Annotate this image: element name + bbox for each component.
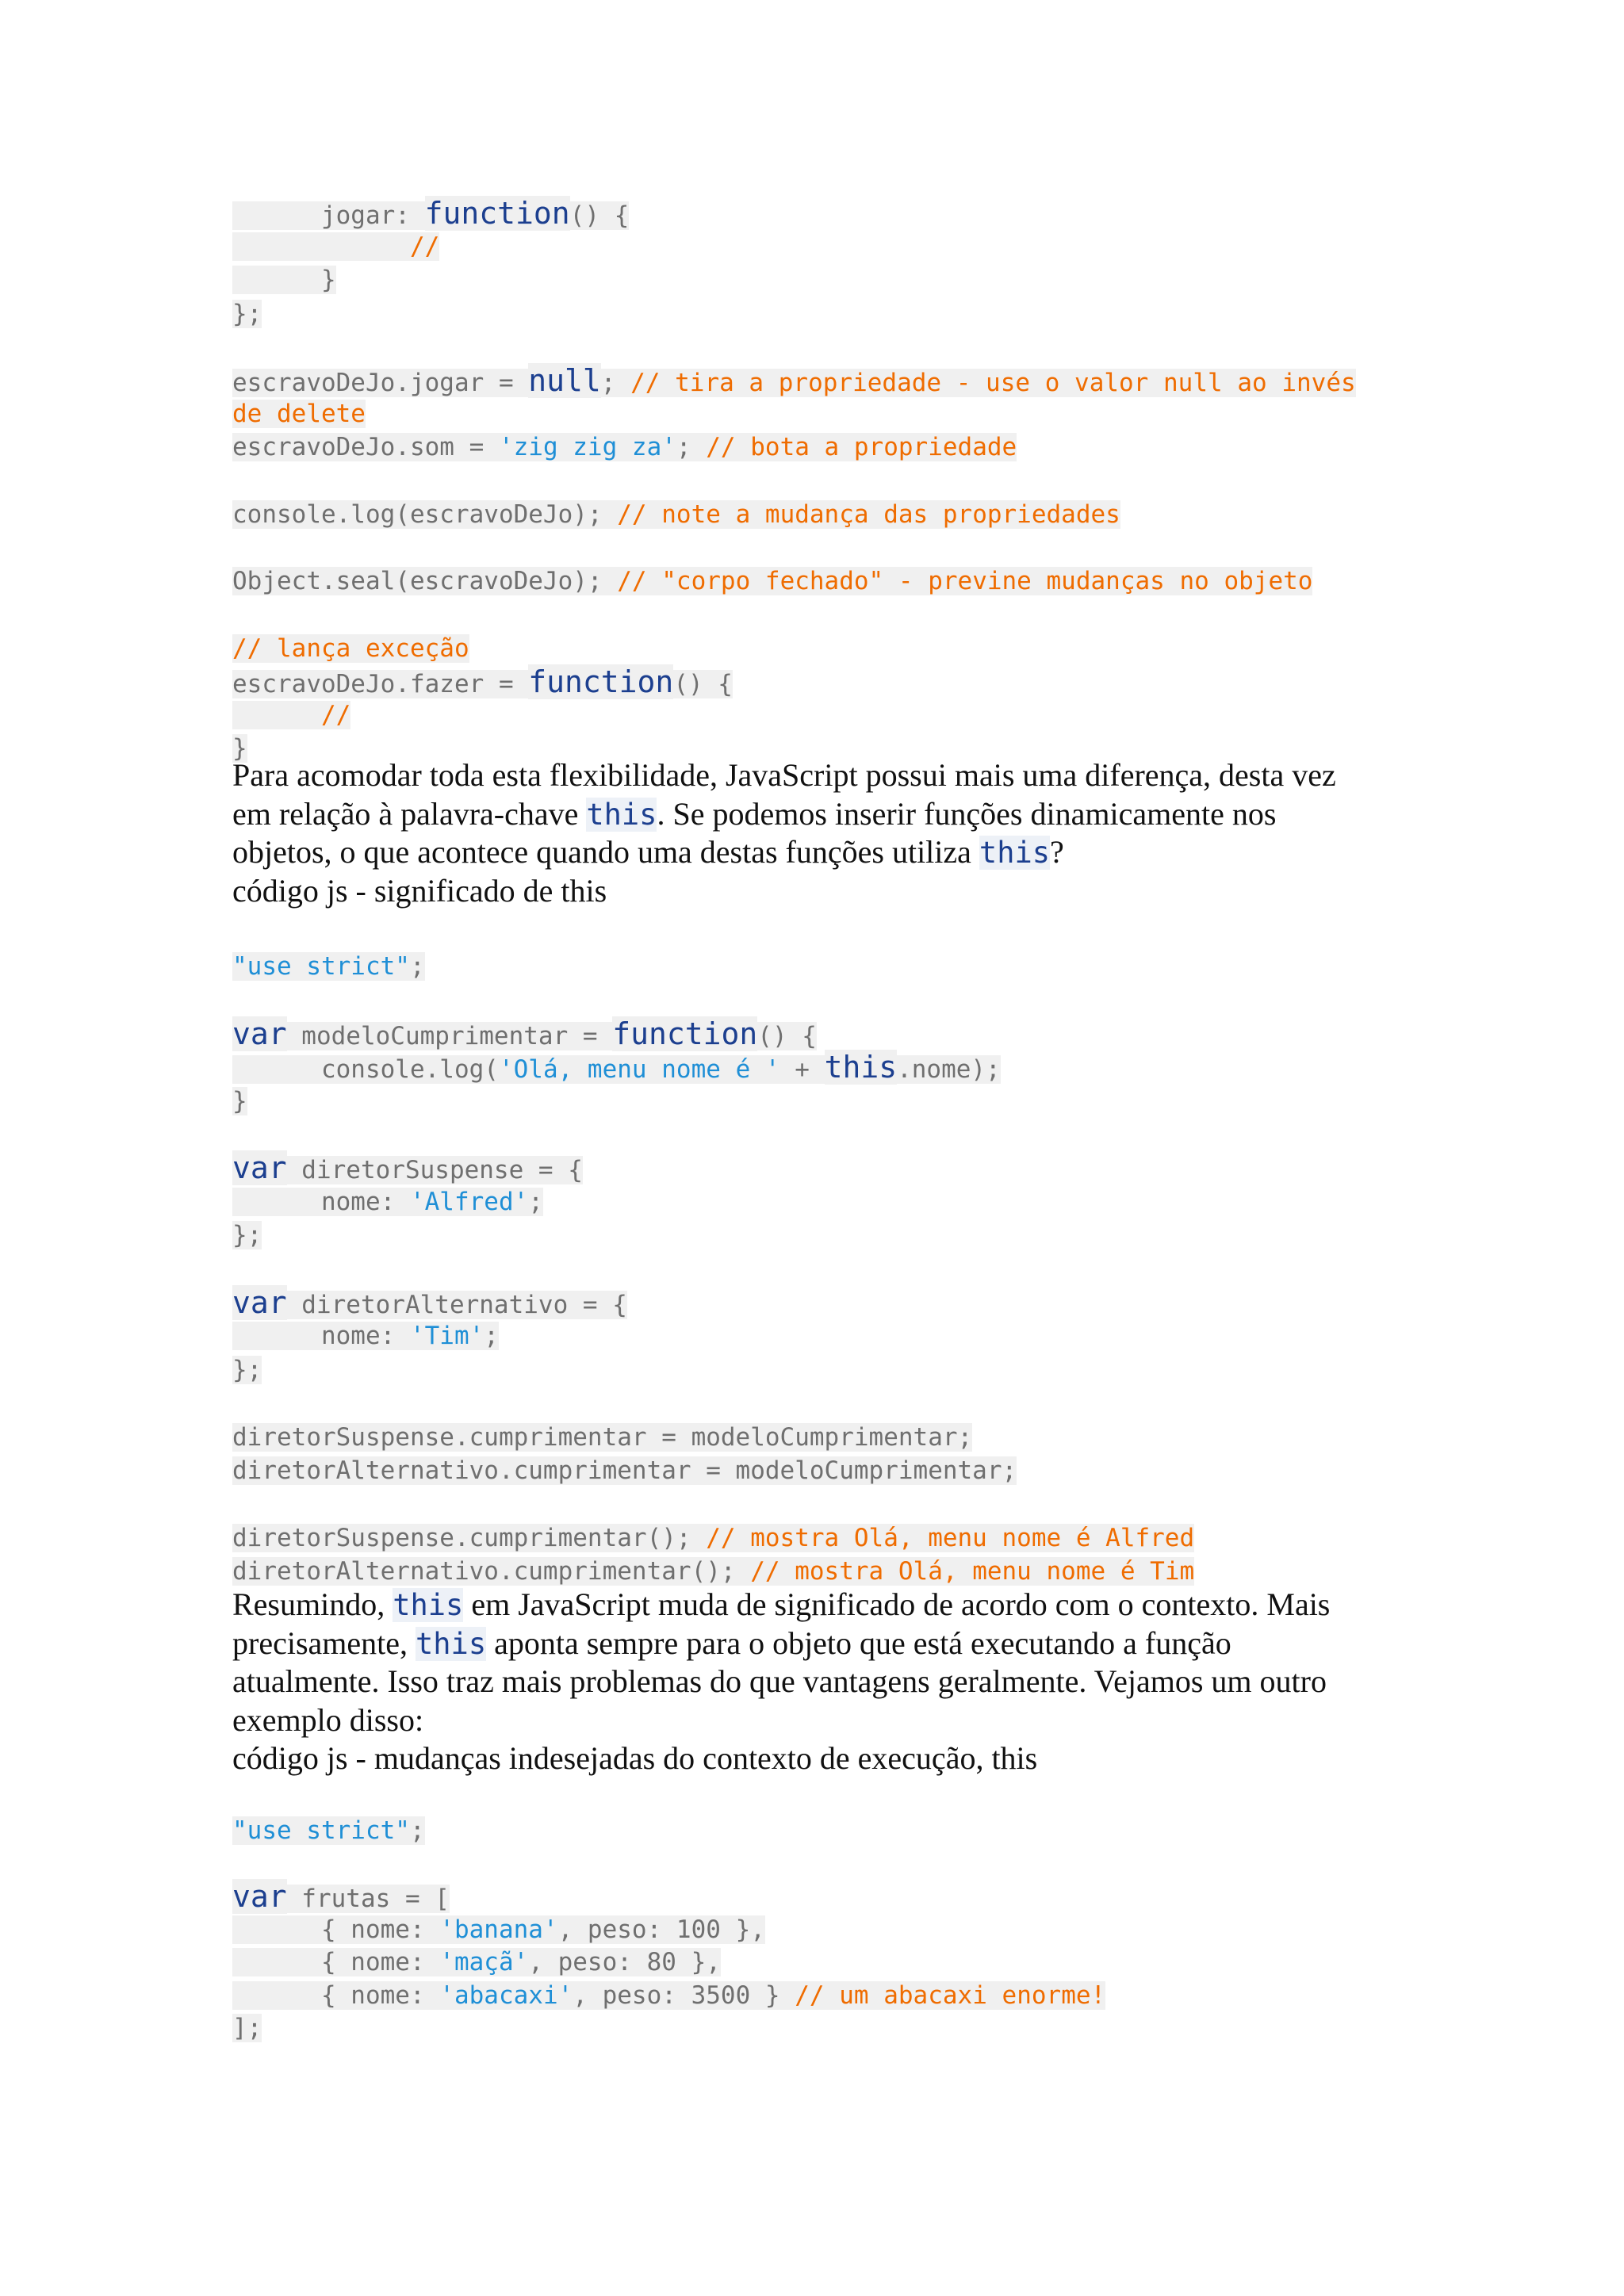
code-comment: // lança exceção (232, 633, 469, 663)
code-text: + (779, 1055, 825, 1085)
code-text: modeloCumprimentar = (286, 1021, 613, 1050)
text-run: código js - mudanças indesejadas do contexto de execução, this (232, 1740, 1038, 1776)
code-keyword: var (232, 1879, 287, 1914)
code-text: ; (600, 369, 631, 397)
code-text: jogar: (232, 201, 425, 230)
code-line (232, 950, 425, 983)
code-text: { nome: (232, 1948, 440, 1976)
code-text: , peso: 100 }, (557, 1915, 765, 1944)
text-line (232, 1624, 1231, 1663)
code-line (232, 397, 366, 430)
code-text: , peso: 3500 } (573, 1980, 795, 2010)
code-line (232, 698, 350, 732)
code-text: { nome: (232, 1915, 440, 1944)
code-line (232, 430, 1017, 464)
code-comment: // bota a propriedade (706, 433, 1017, 462)
code-string: 'abacaxi' (439, 1980, 573, 2010)
code-keyword: var (232, 1016, 287, 1051)
code-text: { nome: (232, 1980, 440, 2010)
code-line (232, 1085, 247, 1118)
text-line (232, 1586, 1330, 1624)
code-line (232, 1913, 765, 1946)
code-text: escravoDeJo.fazer = (232, 669, 529, 698)
code-text: console.log( (232, 1055, 499, 1085)
inline-code: this (586, 797, 657, 832)
code-keyword: var (232, 1285, 287, 1320)
code-text: ]; (232, 2014, 262, 2042)
code-text: nome: (232, 1322, 410, 1351)
code-text: } (232, 734, 247, 763)
text-run: . Se podemos inserir funções dinamicamente nos (657, 795, 1277, 832)
text-run: aponta sempre para o objeto que está executando a função (486, 1624, 1231, 1661)
code-keyword: var (232, 1150, 287, 1186)
code-keyword: this (824, 1050, 898, 1085)
code-string: "use strict" (232, 1816, 410, 1845)
code-line (232, 297, 262, 331)
code-text: () { (757, 1021, 817, 1050)
code-line (232, 1219, 262, 1252)
code-text: ; (409, 1816, 425, 1845)
code-string: 'maçã' (439, 1948, 529, 1976)
code-line (232, 665, 733, 698)
code-line (232, 1151, 583, 1184)
code-text: diretorSuspense.cumprimentar(); (232, 1523, 707, 1552)
code-line (232, 1353, 262, 1387)
text-run: precisamente, (232, 1624, 416, 1661)
code-text: } (232, 1086, 247, 1115)
text-line (232, 1739, 1037, 1777)
code-text: }; (232, 1355, 262, 1384)
code-text: ; (484, 1322, 499, 1351)
code-line (232, 1050, 1001, 1084)
code-line (232, 1979, 1105, 2012)
inline-code: this (979, 836, 1051, 870)
text-run: Para acomodar toda esta flexibilidade, JavaScript possui mais uma diferença, desta vez (232, 757, 1336, 793)
text-line (232, 833, 1064, 871)
text-run: código js - significado de this (232, 872, 607, 909)
code-text: () { (673, 669, 733, 698)
code-text: Object.seal(escravoDeJo); (232, 567, 618, 596)
code-text: ; (528, 1187, 543, 1216)
inline-code: this (393, 1588, 464, 1622)
code-string: "use strict" (232, 952, 410, 981)
code-line (232, 1454, 1017, 1487)
code-text: }; (232, 1221, 262, 1250)
code-text: diretorAlternativo.cumprimentar(); (232, 1557, 751, 1586)
code-line (232, 1286, 627, 1319)
text-line (232, 872, 607, 910)
code-keyword: function (528, 664, 674, 699)
code-string: 'banana' (439, 1915, 558, 1944)
code-line (232, 498, 1120, 531)
code-line (232, 364, 1356, 397)
code-line (232, 197, 629, 230)
text-run: em relação à palavra-chave (232, 795, 587, 832)
code-string: 'Olá, menu nome é ' (498, 1055, 780, 1085)
code-text: diretorAlternativo = { (286, 1291, 627, 1319)
code-line (232, 2011, 262, 2045)
code-text: diretorSuspense.cumprimentar = modeloCumprimentar; (232, 1422, 973, 1452)
code-comment: // um abacaxi enorme! (795, 1980, 1106, 2010)
code-text: console.log(escravoDeJo); (232, 499, 618, 529)
code-line (232, 1185, 543, 1219)
code-text: diretorAlternativo.cumprimentar = modeloCumprimentar; (232, 1456, 1017, 1485)
code-text: escravoDeJo.jogar = (232, 369, 529, 397)
code-text: }; (232, 299, 262, 328)
code-string: 'zig zig za' (498, 433, 676, 462)
code-keyword: function (424, 196, 570, 231)
code-text: .nome); (897, 1055, 1001, 1085)
text-line (232, 795, 1276, 833)
code-line (232, 230, 439, 263)
code-text (232, 232, 410, 261)
code-comment: de delete (232, 400, 366, 429)
code-text (232, 701, 321, 729)
text-run: ? (1050, 834, 1064, 870)
code-comment: // mostra Olá, menu nome é Alfred (706, 1523, 1195, 1552)
code-string: 'Tim' (409, 1322, 485, 1351)
code-line (232, 263, 336, 297)
code-comment: // note a mudança das propriedades (617, 499, 1120, 529)
code-text: () { (569, 201, 630, 230)
text-run: objetos, o que acontece quando uma destas funções utiliza (232, 834, 979, 870)
text-run: em JavaScript muda de significado de acordo com o contexto. Mais (463, 1586, 1331, 1622)
code-line (232, 1319, 499, 1353)
code-text: nome: (232, 1187, 410, 1216)
text-line (232, 1701, 423, 1739)
code-line (232, 1880, 450, 1913)
code-text: frutas = [ (286, 1885, 450, 1913)
code-keyword: function (612, 1016, 758, 1051)
code-line (232, 1946, 721, 1979)
text-line (232, 756, 1336, 794)
code-line (232, 1521, 1194, 1555)
code-line (232, 1555, 1194, 1588)
code-comment: // (320, 701, 351, 729)
code-line (232, 564, 1312, 598)
code-comment: // tira a propriedade - use o valor null ao invés (630, 369, 1356, 397)
code-text: ; (676, 433, 707, 462)
text-run: Resumindo, (232, 1586, 393, 1622)
code-comment: // (409, 232, 440, 262)
code-keyword: null (528, 363, 601, 398)
code-text: diretorSuspense = { (286, 1156, 583, 1185)
code-string: 'Alfred' (409, 1187, 529, 1216)
code-text: ; (409, 952, 425, 981)
code-comment: // "corpo fechado" - previne mudanças no objeto (617, 567, 1313, 596)
code-line (232, 1814, 425, 1847)
code-text: escravoDeJo.som = (232, 433, 499, 462)
inline-code: this (416, 1626, 487, 1661)
text-run: exemplo disso: (232, 1701, 424, 1738)
code-comment: // mostra Olá, menu nome é Tim (750, 1557, 1195, 1586)
code-line (232, 632, 469, 665)
code-text: , peso: 80 }, (528, 1948, 721, 1976)
text-run: atualmente. Isso traz mais problemas do que vantagens geralmente. Vejamos um outro (232, 1663, 1327, 1699)
code-line (232, 1421, 972, 1454)
text-line (232, 1663, 1327, 1701)
code-text: } (232, 266, 336, 295)
code-line (232, 1017, 817, 1050)
